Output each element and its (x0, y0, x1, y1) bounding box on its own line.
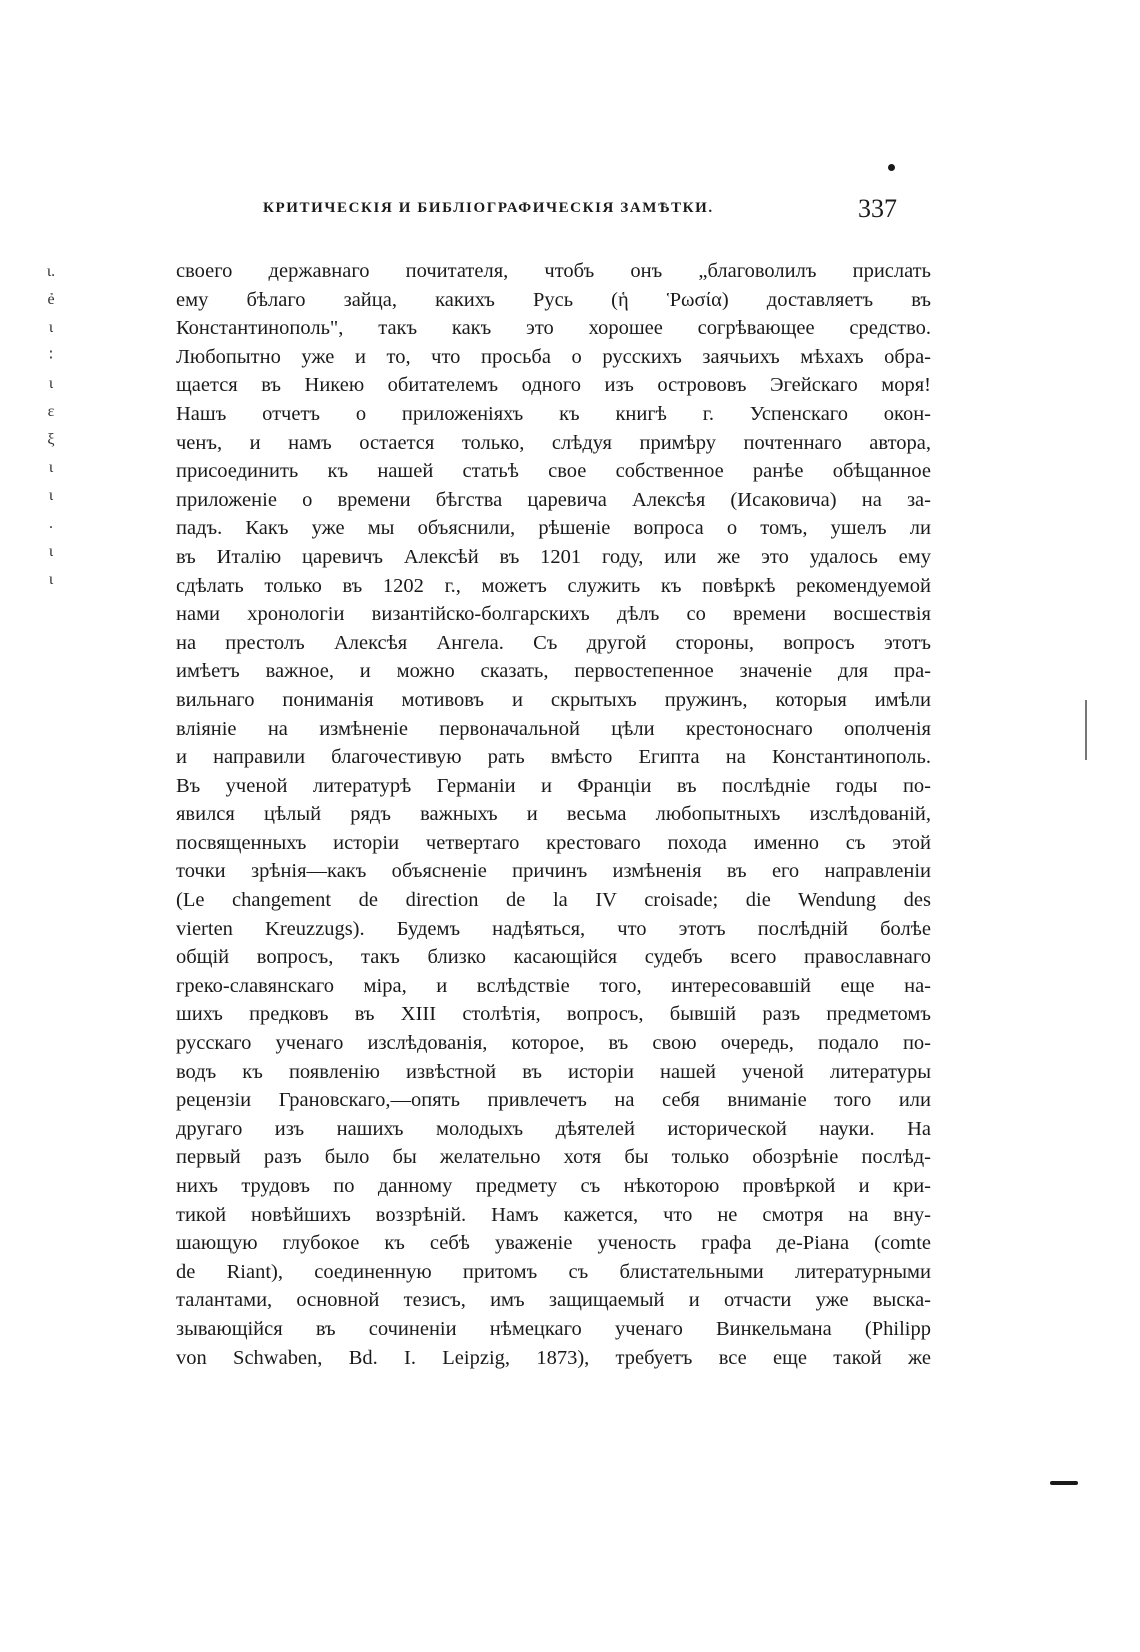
text-line: Въ ученой литературѣ Германiи и Францiи въ послѣднiе годы по- (176, 774, 931, 797)
text-line: рецензiи Грановскаго,—опять привлечетъ на себя вниманiе того или (176, 1089, 931, 1112)
margin-mark: ι (48, 319, 54, 336)
text-line: зывающiйся въ сочиненiи нѣмецкаго ученаго Винкельмана (Philipp (176, 1317, 931, 1340)
text-line: шихъ предковъ въ XIII столѣтiя, вопросъ, бывшiй разъ предметомъ (176, 1003, 931, 1026)
text-line: тикой новѣйшихъ воззрѣнiй. Намъ кажется, что не смотря на вну- (176, 1203, 931, 1226)
text-line: посвященныхъ исторiи четвертаго крестоваго похода именно съ этой (176, 831, 931, 854)
text-line: талантами, основной тезисъ, имъ защищаемый и отчасти уже выска- (176, 1289, 931, 1312)
text-line: нихъ трудовъ по данному предмету съ нѣкоторою провѣркой и кри- (176, 1175, 931, 1197)
page-number: 337 (858, 194, 897, 223)
text-line: общiй вопросъ, такъ близко касающiйся судебъ всего православнаго (176, 946, 931, 969)
margin-mark: ε (47, 403, 55, 420)
margin-mark: ι (48, 487, 54, 504)
text-line: щается въ Никею обитателемъ одного изъ острововъ Эгейскаго моря! (176, 374, 931, 397)
margin-mark: . (49, 515, 53, 532)
margin-mark: ∶ (48, 347, 54, 364)
text-line: водъ къ появленiю извѣстной въ исторiи нашей ученой литературы (176, 1060, 931, 1083)
margin-marks (36, 258, 66, 594)
text-line: другаго изъ нашихъ молодыхъ дѣятелей исторической науки. На (176, 1117, 931, 1140)
margin-mark: ι. (46, 263, 56, 280)
text-line: точки зрѣнiя—какъ объясненiе причинъ измѣненiя въ его направленiи (176, 860, 931, 883)
text-line: на престолъ Алексѣя Ангела. Съ другой стороны, вопросъ этотъ (176, 631, 931, 654)
text-line: ченъ, и намъ остается только, слѣдуя примѣру почтеннаго автора, (176, 431, 931, 454)
stray-dot-mark (888, 164, 895, 171)
text-line: сдѣлать только въ 1202 г., можетъ служить къ повѣркѣ рекомендуемой (176, 574, 931, 597)
text-line: и направили благочестивую рать вмѣсто Египта на Константинополь. (176, 746, 931, 769)
text-line: русскаго ученаго изслѣдованiя, которое, въ свою очередь, подало по- (176, 1032, 931, 1055)
text-line: присоединить къ нашей статьѣ свое собственное ранѣе обѣщанное (176, 460, 931, 483)
text-line: Любопытно уже и то, что просьба о русскихъ заячьихъ мѣхахъ обра- (176, 345, 931, 368)
text-line: de Riant), соединенную притомъ съ блистательными литературными (176, 1260, 931, 1283)
text-line: Константинополь", такъ какъ это хорошее согрѣвающее средство. (176, 317, 931, 340)
margin-mark: ι (48, 459, 54, 476)
text-line: ему бѣлаго зайца, какихъ Русь (ἡ Ῥωσία) доставляетъ въ (176, 288, 931, 311)
text-line: von Schwaben, Bd. I. Leipzig, 1873), требуетъ все еще такой же (176, 1346, 931, 1369)
text-line: нами хронологiи византiйско-болгарскихъ дѣлъ со времени восшествiя (176, 603, 931, 626)
margin-mark: ξ (47, 431, 55, 448)
text-line: Нашъ отчетъ о приложенiяхъ къ книгѣ г. Успенскаго окон- (176, 402, 931, 425)
text-line: влiянiе на измѣненiе первоначальной цѣли крестоноснаго ополченiя (176, 717, 931, 740)
text-line: своего державнаго почитателя, чтобъ онъ „благоволилъ прислать (176, 260, 931, 282)
margin-mark: ι (48, 375, 54, 392)
text-line: греко-славянскаго мiра, и вслѣдствiе того, интересовавшiй еще на- (176, 974, 931, 997)
margin-mark: ι (48, 571, 54, 588)
text-line: въ Италiю царевичъ Алексѣй въ 1201 году, или же это удалось ему (176, 545, 931, 568)
margin-mark: ι (48, 543, 54, 560)
text-line: шающую глубокое къ себѣ уваженiе ученость графа де-Рiана (comte (176, 1232, 931, 1255)
running-title: КРИТИЧЕСКIЯ И БИБЛIОГРАФИЧЕСКIЯ ЗАМѢТКИ. (263, 200, 714, 216)
text-line: (Le changement de direction de la IV croisade; die Wendung des (176, 889, 931, 912)
text-line: явился цѣлый рядъ важныхъ и весьма любопытныхъ изслѣдованiй, (176, 803, 931, 826)
text-line: vierten Kreuzzugs). Будемъ надѣяться, что этотъ послѣднiй болѣе (176, 917, 931, 940)
edge-line (1085, 700, 1087, 760)
text-line: падъ. Какъ уже мы объяснили, рѣшенiе вопроса о томъ, ушелъ ли (176, 517, 931, 540)
body-text (176, 257, 931, 1372)
text-line: вильнаго пониманiя мотивовъ и скрытыхъ пружинъ, которыя имѣли (176, 688, 931, 711)
text-line: первый разъ было бы желательно хотя бы только обозрѣнiе послѣд- (176, 1146, 931, 1169)
text-line: приложенiе о времени бѣгства царевича Алексѣя (Исаковича) на за- (176, 488, 931, 511)
edge-mark (1050, 1481, 1078, 1485)
text-line: имѣетъ важное, и можно сказать, первостепенное значенiе для пра- (176, 660, 931, 683)
margin-mark: ẻ (47, 291, 55, 308)
